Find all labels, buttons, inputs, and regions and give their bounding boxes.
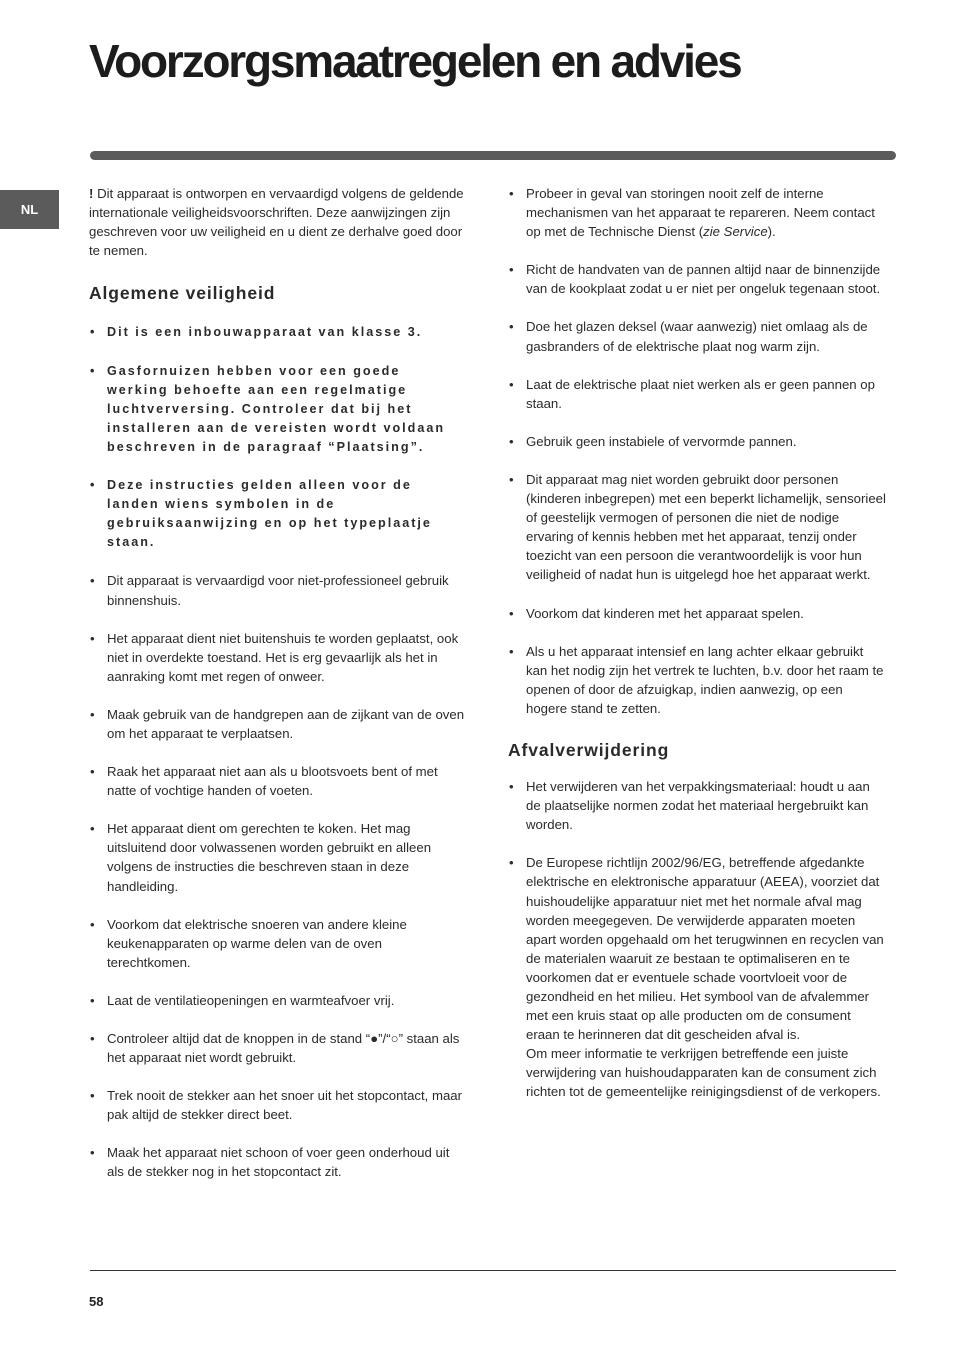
list-item: • Het apparaat dient om gerechten te koken. Het mag uitsluitend door volwassenen worden gebruikt en alleen volgens de instructies die beschreven staan in deze handleiding. [90,821,432,894]
page-number: 58 [89,1294,104,1309]
list-item: • Deze instructies gelden alleen voor de landen wiens symbolen in de gebruiksaanwijzing en op het typeplaatje staan. [90,478,432,550]
right-column [508,184,886,1102]
list-item: • Voorkom dat elektrische snoeren van andere kleine keukenapparaten op warme delen van de oven terechtkomen. [90,916,407,970]
list-item: • Dit apparaat is vervaardigd voor niet-professioneel gebruik binnenshuis. [90,573,449,608]
list-item: • Raak het apparaat niet aan als u blootsvoets bent of met natte of vochtige handen of voeten. [90,764,438,799]
list-item: • Controleer altijd dat de knoppen in de stand “●”/“○” staan als het apparaat niet wordt gebruikt. [90,1031,460,1066]
list-item: • Doe het glazen deksel (waar aanwezig) niet omlaag als de gasbranders of de elektrische plaat nog warm zijn. [509,319,868,354]
list-item: • Gebruik geen instabiele of vervormde pannen. [509,433,797,449]
list-item: • Laat de elektrische plaat niet werken als er geen pannen op staan. [509,376,875,411]
list-item: • Dit apparaat mag niet worden gebruikt door personen (kinderen inbegrepen) met een beperkt lichamelijk, sensorieel of geestelijk vermogen of personen die niet de nodige ervaring of kennis hebben met het apparaat, tenzij onder toezicht van een persoon die verantwoordelijk is voor hun veiligheid of nadat hun is uitgelegd hoe het apparaat werkt. [509,471,886,583]
list-item: • Maak het apparaat niet schoon of voer geen onderhoud uit als de stekker nog in het stopcontact zit. [90,1145,450,1180]
list-item: • Maak gebruik van de handgrepen aan de zijkant van de oven om het apparaat te verplaatsen. [90,706,465,741]
list-item: • Trek nooit de stekker aan het snoer uit het stopcontact, maar pak altijd de stekker direct beet. [90,1088,463,1123]
intro-paragraph [89,184,467,260]
list-item: • De Europese richtlijn 2002/96/EG, betreffende afgedankte elektrische en elektronische apparatuur (AEEA), voorziet dat huishoudelijke apparatuur niet met het normale afval mag worden meegegeven. De verwijderde apparaten moeten apart worden opgehaald om het terugwinnen en recyclen van de materialen waaruit ze bestaan te optimaliseren en te voorkomen dat er eventuele schade voortvloeit voor de gezondheid en het milieu. Het symbool van de afvalemmer met een kruis staat op alle producten om de consument eraan te herinneren dat dit gescheiden afval is. Om meer informatie te verkrijgen betreffende een juiste verwijdering van huishoudapparaten kan de consument zich richten tot de gemeentelijke reinigingsdienst of de verkopers. [509,855,884,1100]
list-item: • Het verwijderen van het verpakkingsmateriaal: houdt u aan de plaatselijke normen zodat het materiaal hergebruikt kan worden. [509,779,870,833]
title-divider [90,151,896,160]
list-item: • Als u het apparaat intensief en lang achter elkaar gebruikt kan het nodig zijn het vertrek te luchten, b.v. door het raam te openen of door de afzuigkap, indien aanwezig, op een hogere stand te zetten. [509,643,884,716]
list-item: • Het apparaat dient niet buitenshuis te worden geplaatst, ook niet in overdekte toestand. Het is erg gevaarlijk als het in aanraking komt met regen of onweer. [90,630,459,684]
warning-mark: ! [89,186,94,201]
language-tab-label: NL [20,202,39,217]
list-item: • Voorkom dat kinderen met het apparaat spelen. [509,605,804,621]
page-title: Voorzorgsmaatregelen en advies [89,35,741,87]
list-item: • Dit is een inbouwapparaat van klasse 3. [90,325,423,340]
intro-text: Dit apparaat is ontworpen en vervaardigd volgens de geldende internationale veiligheidsvoorschriften. Deze aanwijzingen zijn geschreven voor uw veiligheid en u dient ze derhalve goed door te nemen. [89,186,464,259]
waste-item-continued: Om meer informatie te verkrijgen betreffende een juiste verwijdering van huishoudapparaten kan de consument zich richten tot de gemeentelijke reinigingsdienst of de verkopers. [526,1046,881,1100]
safety-list [89,323,467,1181]
list-item: • Probeer in geval van storingen nooit zelf de interne mechanismen van het apparaat te repareren. Neem contact op met de Technische Dienst (zie Service). [509,186,875,240]
language-tab [0,190,59,229]
safety-list-continued [508,184,886,718]
list-item: • Laat de ventilatieopeningen en warmteafvoer vrij. [90,992,395,1008]
left-column [89,184,467,1182]
section-heading-safety: Algemene veiligheid [89,283,276,304]
footer-divider [90,1270,896,1271]
list-item: • Gasfornuizen hebben voor een goede werking behoefte aan een regelmatige luchtverversing. Controleer dat bij het installeren aan de vereisten wordt voldaan beschreven in de paragraaf “Plaatsing”. [90,363,446,454]
list-item: • Richt de handvaten van de pannen altijd naar de binnenzijde van de kookplaat zodat u er niet per ongeluk tegenaan stoot. [509,262,881,297]
service-reference: zie Service [703,224,768,240]
waste-list [508,777,886,1102]
section-heading-waste: Afvalverwijdering [508,739,670,760]
